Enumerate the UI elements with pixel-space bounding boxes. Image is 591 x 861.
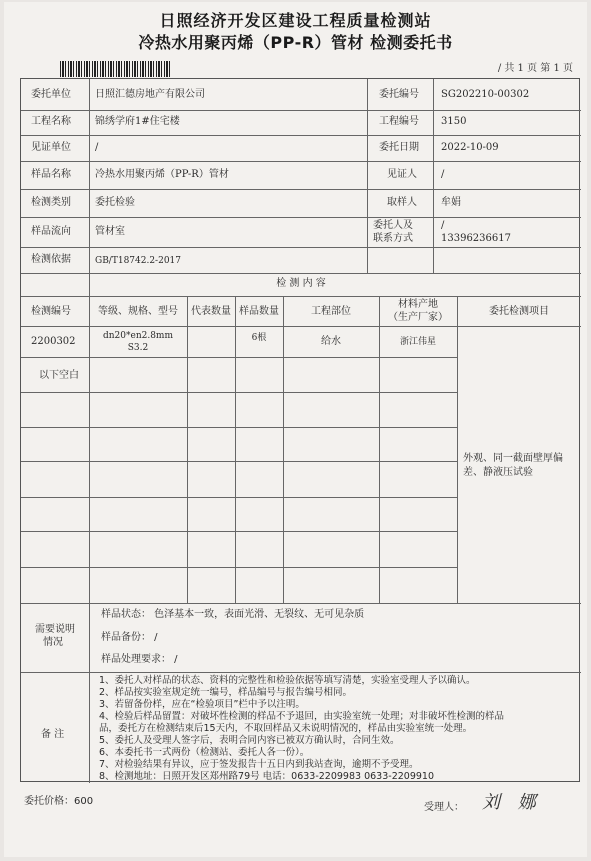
requirements-label-1: 需要说明 [35,624,75,635]
contact-value-2: 13396236617 [441,233,511,244]
basis-value: GB/T18742.2-2017 [95,256,182,266]
commission-form [4,2,587,857]
receiver-label: 受理人： [424,802,464,813]
witness-label: 见证人 [387,169,417,180]
barcode [60,61,172,77]
basis-label: 检测依据 [31,254,71,265]
col-header-lots: 代表数量 [191,306,231,317]
requirements-label-2: 情况 [43,637,63,648]
witness-value: / [441,169,445,180]
section-title: 检 测 内 容 [276,278,326,289]
page-info: / 共 1 页 第 1 页 [497,63,573,74]
col-header-grade: 等级、规格、型号 [98,306,178,317]
note-line: 6、本委托书一式两份（检测站、委托人各一份）。 [99,747,310,758]
note-line: 8、检测地址：日照开发区郑州路79号 电话：0633-2209983 0633-2209910 [99,771,435,782]
price: 委托价格：600 [24,796,94,807]
date-label: 委托日期 [379,142,419,153]
client-no-label: 委托编号 [379,89,419,100]
form-table [20,78,580,782]
sampler-label: 取样人 [387,197,417,208]
form-title: 冷热水用聚丙烯（PP-R）管材 检测委托书 [138,33,453,52]
col-header-origin-1: 材料产地 [398,299,438,310]
flow-value: 管材室 [95,226,125,237]
contact-label-1: 委托人及 [373,220,413,231]
notes-label: 备 注 [41,729,65,740]
row-grade-2: S3.2 [127,343,149,353]
col-header-part: 工程部位 [311,306,351,317]
col-header-qty: 样品数量 [239,306,279,317]
note-line: 4、检验后样品留置：对破坏性检测的样品不予退回，由实验室统一处理；对非破坏性检测的样品 [99,711,505,722]
row-origin: 浙江伟星 [399,337,436,347]
sample-handling: 样品处理要求： / [101,654,178,665]
client-no-value: SG202210-00302 [441,89,530,100]
row-grade-1: dn20*en2.8mm [102,331,173,341]
contact-value-1: / [441,220,445,231]
org-title: 日照经济开发区建设工程质量检测站 [159,11,432,30]
sample-name-value: 冷热水用聚丙烯（PP-R）管材 [95,169,229,180]
sample-state: 样品状态： 色泽基本一致，表面光滑、无裂纹、无可见杂质 [101,609,365,620]
test-type-label: 检测类别 [31,197,71,208]
client-value: 日照汇德房地产有限公司 [95,89,205,100]
project-label: 工程名称 [31,116,71,127]
blank-note: 以下空白 [39,370,79,381]
note-line: 2、样品按实验室规定统一编号，样品编号与报告编号相同。 [99,687,353,698]
col-header-origin-2: （生产厂家） [388,312,448,323]
contact-label-2: 联系方式 [373,233,413,244]
sampler-value: 牟娟 [441,197,461,208]
receiver-signature: 刘 娜 [482,792,542,813]
items-value-1: 外观、同一截面壁厚偏 [463,453,563,464]
row-no: 2200302 [31,336,76,347]
note-line: 品，委托方在检测结束后15天内，不取回样品又未说明情况的，样品由实验室统一处理。 [99,723,473,734]
sample-backup: 样品备份： / [101,632,158,643]
items-value-2: 差、静液压试验 [463,467,533,478]
date-value: 2022-10-09 [441,142,499,153]
project-no-value: 3150 [441,116,467,127]
client-label: 委托单位 [31,89,71,100]
flow-label: 样品流向 [31,226,71,237]
witness-unit-label: 见证单位 [31,142,71,153]
sample-name-label: 样品名称 [31,169,71,180]
row-qty: 6根 [251,333,267,343]
col-header-items: 委托检测项目 [489,306,549,317]
witness-unit-value: / [95,142,99,153]
project-value: 锦绣学府1#住宅楼 [95,116,180,127]
col-header-no: 检测编号 [31,306,71,317]
note-line: 7、对检验结果有异议，应于签发报告十五日内到我站查询，逾期不予受理。 [99,759,419,770]
notes-list [99,675,504,783]
note-line: 1、委托人对样品的状态、资料的完整性和检验依据等填写清楚，实验室受理人予以确认。 [99,675,476,686]
note-line: 3、若留备份样，应在“检验项目”栏中予以注明。 [99,699,305,710]
row-part: 给水 [321,336,341,347]
project-no-label: 工程编号 [379,116,419,127]
note-line: 5、委托人及受理人签字后，表明合同内容已被双方确认时，合同生效。 [99,735,400,746]
test-type-value: 委托检验 [95,197,135,208]
